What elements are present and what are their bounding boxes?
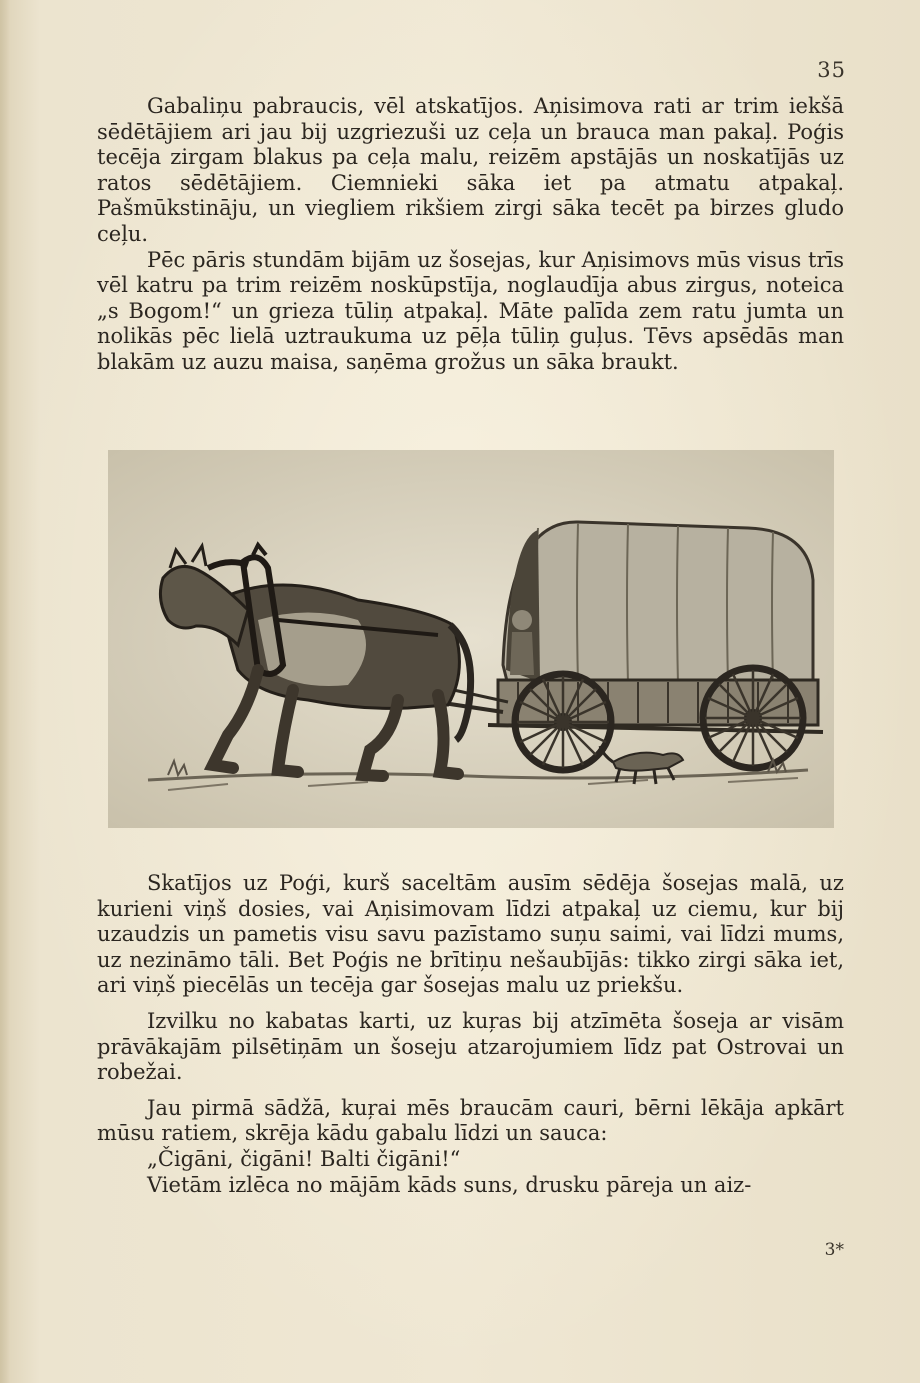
paragraph: Izvilku no kabatas karti, uz kuŗas bij atzīmēta šoseja ar visām prāvākajām pilsētiņām un šoseju atzarojumiem līdz pat Ostrovai un robežai. [97,1008,844,1085]
printer-signature-mark: 3* [824,1240,844,1260]
paragraph: Skatījos uz Poģi, kurš saceltām ausīm sēdēja šosejas malā, uz kurieni viņš dosies, vai Aņisimovam līdzi atpakaļ uz ciemu, kur bij uzaudzis un pametis visu savu pazīstamo suņu saimi, vai līdzi mums, uz nezināmo tāli. Bet Poģis ne brītiņu nešaubījās: tikko zirgi sāka iet, ari viņš piecēlās un tecēja gar šosejas malu uz priekšu. [97,871,844,998]
paragraph: Pēc pāris stundām bijām uz šosejas, kur Aņisimovs mūs visus trīs vēl katru pa trim reizēm noskūpstīja, noglaudīja abus zirgus, noteica „s Bogom!“ un grieza tūliņ atpakaļ. Māte palīda zem ratu jumta un nolikās pēc lielā uztraukuma uz pēļa tūliņ guļus. Tēvs apsēdās man blakām uz auzu maisa, saņēma grožus un sāka braukt. [97,247,844,374]
front-wheel [515,674,611,770]
bottom-text-block [97,871,844,1198]
paragraph: Jau pirmā sādžā, kuŗai mēs braucām cauri, bērni lēkāja apkārt mūsu ratiem, skrēja kādu gabalu līdzi un sauca: [97,1095,844,1146]
wagon-cover [503,522,813,685]
top-text-block [97,94,844,376]
wagon-body [488,680,823,732]
rear-wheel [703,668,803,768]
quoted-speech: „Čigāni, čigāni! Balti čigāni!“ [147,1146,461,1171]
page-number: 35 [817,58,846,82]
horse-wagon-drawing [108,450,834,828]
wagon-illustration [108,450,834,828]
paragraph: Gabaliņu pabraucis, vēl atskatījos. Aņisimova rati ar trim iekšā sēdētājiem ari jau bij uzgriezuši uz ceļa un brauca man pakaļ. Poģis tecēja zirgam blakus pa ceļa malu, reizēm apstājās un noskatījās uz ratos sēdētājiem. Ciemnieki sāka iet pa atmatu atpakaļ. Pašmūkstināju, un viegliem rikšiem zirgi sāka tecēt pa birzes gludo ceļu. [97,94,844,246]
paragraph: Vietām izlēca no mājām kāds suns, drusku pāreja un aiz- [147,1172,752,1197]
